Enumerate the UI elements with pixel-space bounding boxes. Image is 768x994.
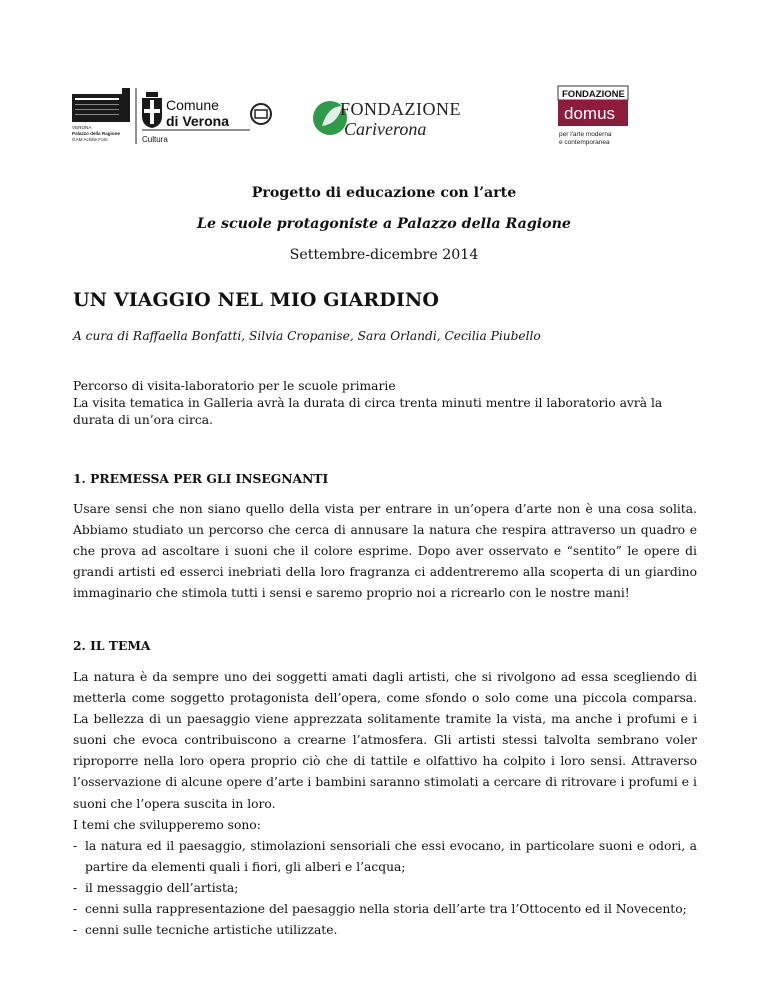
project-subtitle: Le scuole protagoniste a Palazzo della Ragione — [197, 216, 571, 232]
list-item: - cenni sulla rappresentazione del paesaggio nella storia dell’arte tra l’Ottocento ed il Novecento; — [73, 899, 697, 920]
domus-caption-2: e contemporanea — [559, 139, 610, 146]
domus-caption-1: per l'arte moderna — [559, 131, 612, 138]
page-title: UN VIAGGIO NEL MIO GIARDINO — [73, 289, 439, 311]
section-1-body: Usare sensi che non siano quello della vista per entrare in un’opera d’arte non è una cosa solita. Abbiamo studiato un percorso che cerca di annusare la natura che respira attraverso un quadro e che prova ad ascoltare i suoni che il colore esprime. Dopo aver osservato e “sentito” le opere di grandi artisti ed esserci inebriati della loro fragranza ci addentreremo alla scoperta di un giardino immaginario che stimola tutti i sensi e saremo proprio noi a ricrearlo con le nostre mani! — [73, 502, 697, 600]
intro-block — [73, 378, 703, 429]
cultura-label: Cultura — [142, 135, 168, 144]
fondazione-cariverona-logo — [312, 98, 472, 138]
section-tema — [73, 638, 697, 941]
fondazione-label: FONDAZIONE — [340, 99, 461, 119]
section-1-heading: 1. PREMESSA PER GLI INSEGNANTI — [73, 471, 329, 486]
domus-label: domus — [564, 104, 616, 123]
project-dates: Settembre-dicembre 2014 — [289, 247, 479, 263]
palazzo-building-icon — [72, 88, 130, 122]
comune-di-verona-logo — [72, 86, 277, 146]
list-item: - la natura ed il paesaggio, stimolazioni sensoriali che essi evocano, in particolare suoni e odori, a partire da elementi quali i fiori, gli alberi e l’acqua; — [73, 836, 697, 878]
list-item: - il messaggio dell’artista; — [73, 878, 697, 899]
curators-line: A cura di Raffaella Bonfatti, Silvia Cropanise, Sara Orlandi, Cecilia Piubello — [73, 329, 541, 343]
unesco-emblem-icon — [251, 104, 271, 124]
section-2-body: La natura è da sempre uno dei soggetti amati dagli artisti, che si rivolgono ad essa scegliendo di metterla come soggetto protagonista dell’opera, come sfondo o solo come una piccola comparsa. La bellezza di un paesaggio viene apprezzata solitamente tramite la vista, ma anche i profumi e i suoni che evoca contribuiscono a crearne l’atmosfera. Gli artisti stessi talvolta sembrano voler riproporre nella loro opera proprio ciò che di tattile e olfattivo ha colpito i loro sensi. Attraverso l’osservazione di alcune opere d’arte i bambini saranno stimolati a cercare di ritrovare i profumi e i suoni che l’opera suscita in loro. — [73, 670, 697, 811]
project-header — [0, 183, 768, 265]
project-title: Progetto di educazione con l’arte — [251, 185, 517, 201]
verona-caption-2: Palazzo della Ragione — [72, 131, 120, 136]
domus-fondazione-label: FONDAZIONE — [562, 89, 625, 100]
themes-list — [73, 836, 697, 941]
comune-label: Comune — [166, 97, 219, 113]
list-item: - cenni sulle tecniche artistiche utilizzate. — [73, 920, 697, 941]
verona-caption-3: GAM Achille Forti — [72, 137, 108, 142]
di-verona-label: di Verona — [166, 113, 230, 129]
logo-bar — [0, 82, 768, 152]
fondazione-domus-logo — [556, 84, 660, 150]
themes-intro: I temi che svilupperemo sono: — [73, 817, 261, 832]
cariverona-label: Cariverona — [344, 119, 427, 138]
intro-line-1: Percorso di visita-laboratorio per le scuole primarie — [73, 379, 396, 393]
intro-line-2: La visita tematica in Galleria avrà la durata di circa trenta minuti mentre il laboratorio avrà la durata di un’ora circa. — [73, 396, 663, 427]
verona-caption-1: VERONA — [72, 125, 92, 130]
section-2-heading: 2. IL TEMA — [73, 638, 151, 653]
verona-shield-icon — [142, 92, 162, 128]
section-premessa — [73, 471, 697, 604]
